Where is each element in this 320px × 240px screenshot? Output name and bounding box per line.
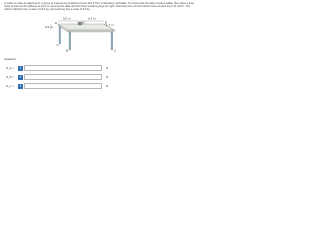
point-label-b: B [66,48,69,53]
unit-label-nb: N [106,75,109,79]
answer-label-nb: N_B = [6,75,15,79]
point-label-c: C [114,48,117,53]
point-label-d: D [55,21,58,25]
answers-heading: Answers: [4,57,17,61]
steel-mass [78,22,82,25]
answer-label-na: N_A = [6,66,15,70]
dim-label-left: 0.9 m [45,25,53,29]
answer-row-nb [6,74,126,80]
leg-front-right [111,32,113,50]
nc-input[interactable] [24,83,102,89]
unit-label-na: N [106,66,109,70]
dim-label-right: 1.7 m [106,23,114,27]
point-label-g: G [82,20,85,25]
na-input[interactable] [24,65,102,71]
table-figure [45,16,120,53]
info-icon[interactable]: i [18,66,23,71]
dim-label-top-right: 0.3 m [88,16,96,21]
point-label-e: E [105,20,108,25]
leg-front-left [69,32,71,50]
problem-statement: In order to make an adjustment, a group of engineering students remove bolt F from a laboratory worktable. To ensure that the table remains stable, they place a 9-kg mass of steel on the tabletop at point G. Assume the table and the three remaining legs are rigid. Determine the normal reaction force at each leg A, B, and C. The uniform tabletop has a mass of 42.5 kg, and each leg has a mass of 5.0 kg. [4,2,194,12]
info-icon[interactable]: i [18,75,23,80]
answer-row-nc [6,83,126,89]
leg-back-left [59,26,61,44]
info-icon[interactable]: i [18,84,23,89]
tabletop-front-edge [68,30,114,32]
point-label-a: A [56,43,59,47]
answer-row-na [6,65,126,71]
unit-label-nc: N [106,84,109,88]
nb-input[interactable] [24,74,102,80]
dim-label-top-left: 0.5 m [63,16,71,21]
answer-label-nc: N_C = [6,84,15,88]
